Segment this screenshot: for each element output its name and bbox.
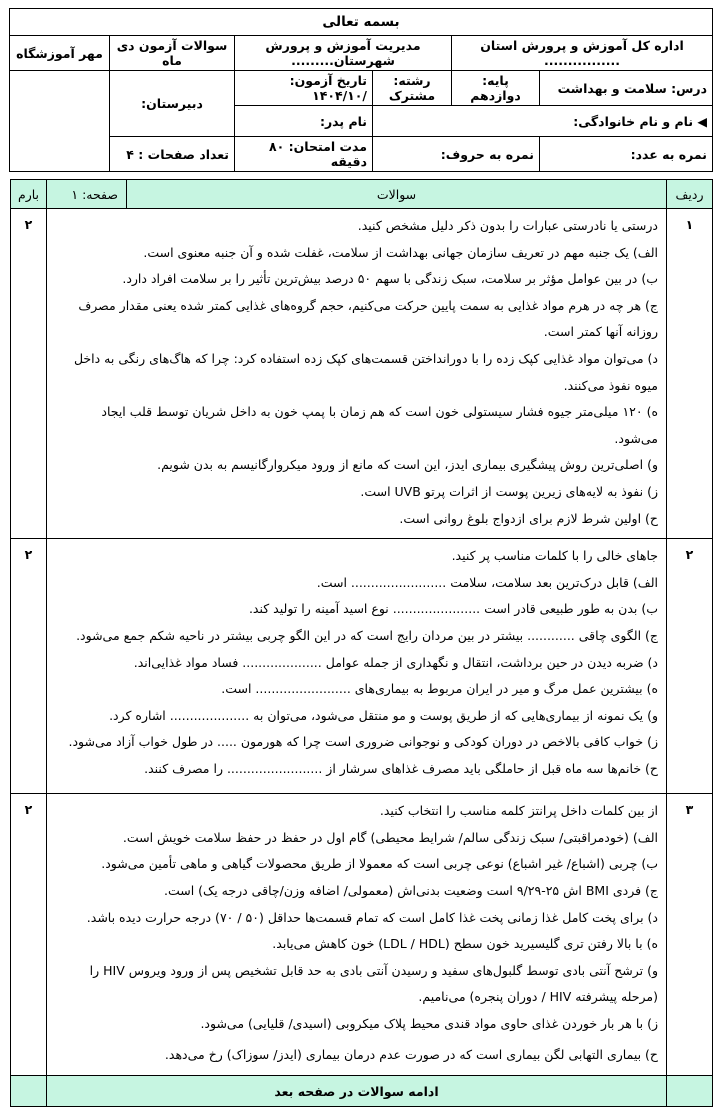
question-line: ه) بیشترین عمل مرگ و میر در ایران مربوط به بیماری‌های ........................ است.	[221, 681, 658, 697]
question-line: ز) نفوذ به لایه‌های زیرین پوست از اثرات پرتو UVB است.	[360, 483, 658, 499]
exam-month-cell: سوالات آزمون دی ماه	[110, 36, 235, 71]
question-line: ج) هر چه در هرم مواد غذایی به سمت پایین حرکت می‌کنیم، حجم گروه‌های غذایی کمتر شده یعنی مقدار مصرف روزانه آنها کمتر است.	[78, 297, 658, 340]
question-line: د) ضربه دیدن در حین برداشت، انتقال و نگهداری از جمله عوامل .................... فساد مواد غذایی‌اند.	[133, 654, 658, 670]
question-number: ۱	[667, 209, 713, 539]
question-line: ب) در بین عوامل مؤثر بر سلامت، سبک زندگی با سهم ۵۰ درصد بیش‌ترین تأثیر را بر سلامت افراد دارد.	[122, 271, 658, 287]
question-line: جاهای خالی را با کلمات مناسب پر کنید.	[451, 548, 658, 564]
course-cell: درس: سلامت و بهداشت	[540, 71, 713, 106]
question-line: درستی یا نادرستی عبارات را بدون ذکر دلیل مشخص کنید.	[357, 218, 658, 233]
question-marks: ۲	[11, 539, 47, 794]
column-header-row-number: ردیف	[667, 180, 713, 209]
pages-count-cell: تعداد صفحات : ۴	[110, 137, 235, 172]
column-header-marks: بارم	[11, 180, 47, 209]
question-line: الف) یک جنبه مهم در تعریف سازمان جهانی بهداشت از سلامت، غفلت شده و آن جنبه معنوی است.	[143, 244, 658, 260]
column-header-questions: سوالات	[127, 180, 667, 209]
question-line: ب) بدن به طور طبیعی قادر است ...................... نوع اسید آمینه را تولید کند.	[248, 601, 658, 617]
exam-date-value: ۱۴۰۴/۱۰/	[312, 88, 367, 103]
question-line: ح) بیماری التهابی لگن بیماری است که در صورت عدم درمان بیماری (ایدز/ سوزاک) رخ می‌دهد.	[164, 1047, 658, 1063]
question-row-3	[11, 794, 713, 1076]
question-row-2	[11, 539, 713, 794]
question-marks: ۲	[11, 209, 47, 539]
exam-date-cell	[235, 71, 373, 106]
question-line: ح) خانم‌ها سه ماه قبل از حاملگی باید مصرف غذاهای سرشار از ........................ را مصرف کنند.	[144, 760, 658, 776]
page-number-cell: صفحه: ۱	[47, 180, 127, 209]
question-line: ب) چربی (اشباع/ غیر اشباع) نوعی چربی است که معمولا از طریق محصولات گیاهی و ماهی تأمین می‌شود.	[101, 856, 658, 872]
seal-blank-area	[9, 71, 109, 172]
major-cell: رشته: مشترک	[373, 71, 452, 106]
school-name-cell: دبیرستان:	[110, 71, 235, 137]
org-state-cell: اداره کل آموزش و پرورش استان ................	[452, 36, 713, 71]
continued-next-page-note: ادامه سوالات در صفحه بعد	[47, 1076, 667, 1107]
footer-row	[11, 1076, 713, 1107]
question-text-block	[47, 794, 667, 1076]
score-words-cell: نمره به حروف:	[373, 137, 540, 172]
grade-cell: پایه: دوازدهم	[452, 71, 540, 106]
question-line: ز) خواب کافی بالاخص در دوران کودکی و نوجوانی ضروری است چرا که هورمون ..... در طول خواب آزاد می‌شود.	[68, 734, 658, 750]
duration-cell: مدت امتحان: ۸۰ دقیقه	[235, 137, 373, 172]
question-line: الف) (خودمراقبتی/ سبک زندگی سالم/ شرایط محیطی) گام اول در حفظ در حفظ سلامت خویش است.	[122, 829, 658, 845]
exam-date-label: تاریخ آزمون:	[289, 73, 367, 88]
question-line: و) یک نمونه از بیماری‌هایی که از طریق پوست و مو منتقل می‌شود، می‌توان به .................... اشاره کرد.	[109, 707, 658, 723]
question-line: ه) با بالا رفتن تری گلیسیرید خون سطح (LDL / HDL) خون کاهش می‌یابد.	[272, 936, 658, 952]
question-line: د) می‌توان مواد غذایی کپک زده را با دورانداختن قسمت‌های کپک زده استفاده کرد: چرا که هاگ‌های رنگی به داخل میوه نفوذ می‌کنند.	[73, 350, 658, 393]
question-line: از بین کلمات داخل پرانتز کلمه مناسب را انتخاب کنید.	[379, 803, 658, 819]
footer-marks-cell	[11, 1076, 47, 1107]
question-text-block	[47, 209, 667, 539]
question-marks: ۲	[11, 794, 47, 1076]
school-seal-cell: مهر آموزشگاه	[9, 36, 109, 71]
question-line: الف) قابل درک‌ترین بعد سلامت، سلامت ........................ است.	[316, 574, 658, 590]
exam-header-table	[9, 8, 713, 172]
question-line: د) برای پخت کامل غذا زمانی پخت غذا کامل است که تمام قسمت‌ها حداقل (۵۰ / ۷۰) درجه حرارت دیده باشد.	[86, 909, 658, 925]
father-name-cell: نام پدر:	[235, 106, 373, 137]
question-line: ج) فردی BMI اش ۲۵-۹/۲۹ است وضعیت بدنی‌اش (معمولی/ اضافه وزن/چاقی درجه یک) است.	[163, 882, 658, 898]
question-line: ه) ۱۲۰ میلی‌متر جیوه فشار سیستولی خون است که هم زمان با پمپ خون به داخل شریان توسط قلب ایجاد می‌شود.	[101, 404, 658, 446]
question-text-block	[47, 539, 667, 794]
question-line: ح) اولین شرط لازم برای ازدواج بلوغ روانی است.	[399, 510, 658, 526]
question-line: و) ترشح آنتی بادی توسط گلبول‌های سفید و رسیدن آنتی بادی به حد قابل تشخیص پس از ورود ویروس HIV را (مرحله پیشرفته HIV / دوران پنجره) می‌نامیم.	[89, 962, 658, 1005]
question-line: ج) الگوی چاقی ............ بیشتر در بین مردان رایج است که در این الگو چربی بیشتر در ناحیه شکم جمع می‌شود.	[76, 627, 658, 643]
question-number: ۳	[667, 794, 713, 1076]
question-row-1	[11, 209, 713, 539]
footer-row-number-cell	[667, 1076, 713, 1107]
question-number: ۲	[667, 539, 713, 794]
score-numeric-cell: نمره به عدد:	[540, 137, 713, 172]
question-line: ز) با هر بار خوردن غذای حاوی مواد قندی محیط پلاک میکروبی (اسیدی/ قلیایی) می‌شود.	[200, 1015, 658, 1031]
questions-table	[10, 179, 713, 1107]
org-city-cell: مدیریت آموزش و پرورش شهرستان.........	[235, 36, 452, 71]
basmala-title: بسمه تعالی	[9, 9, 712, 36]
question-line: و) اصلی‌ترین روش پیشگیری بیماری ایدز، این است که مانع از ورود میکروارگانیسم به بدن شویم.	[157, 457, 658, 473]
full-name-cell: ◀ نام و نام خانوادگی:	[373, 106, 713, 137]
